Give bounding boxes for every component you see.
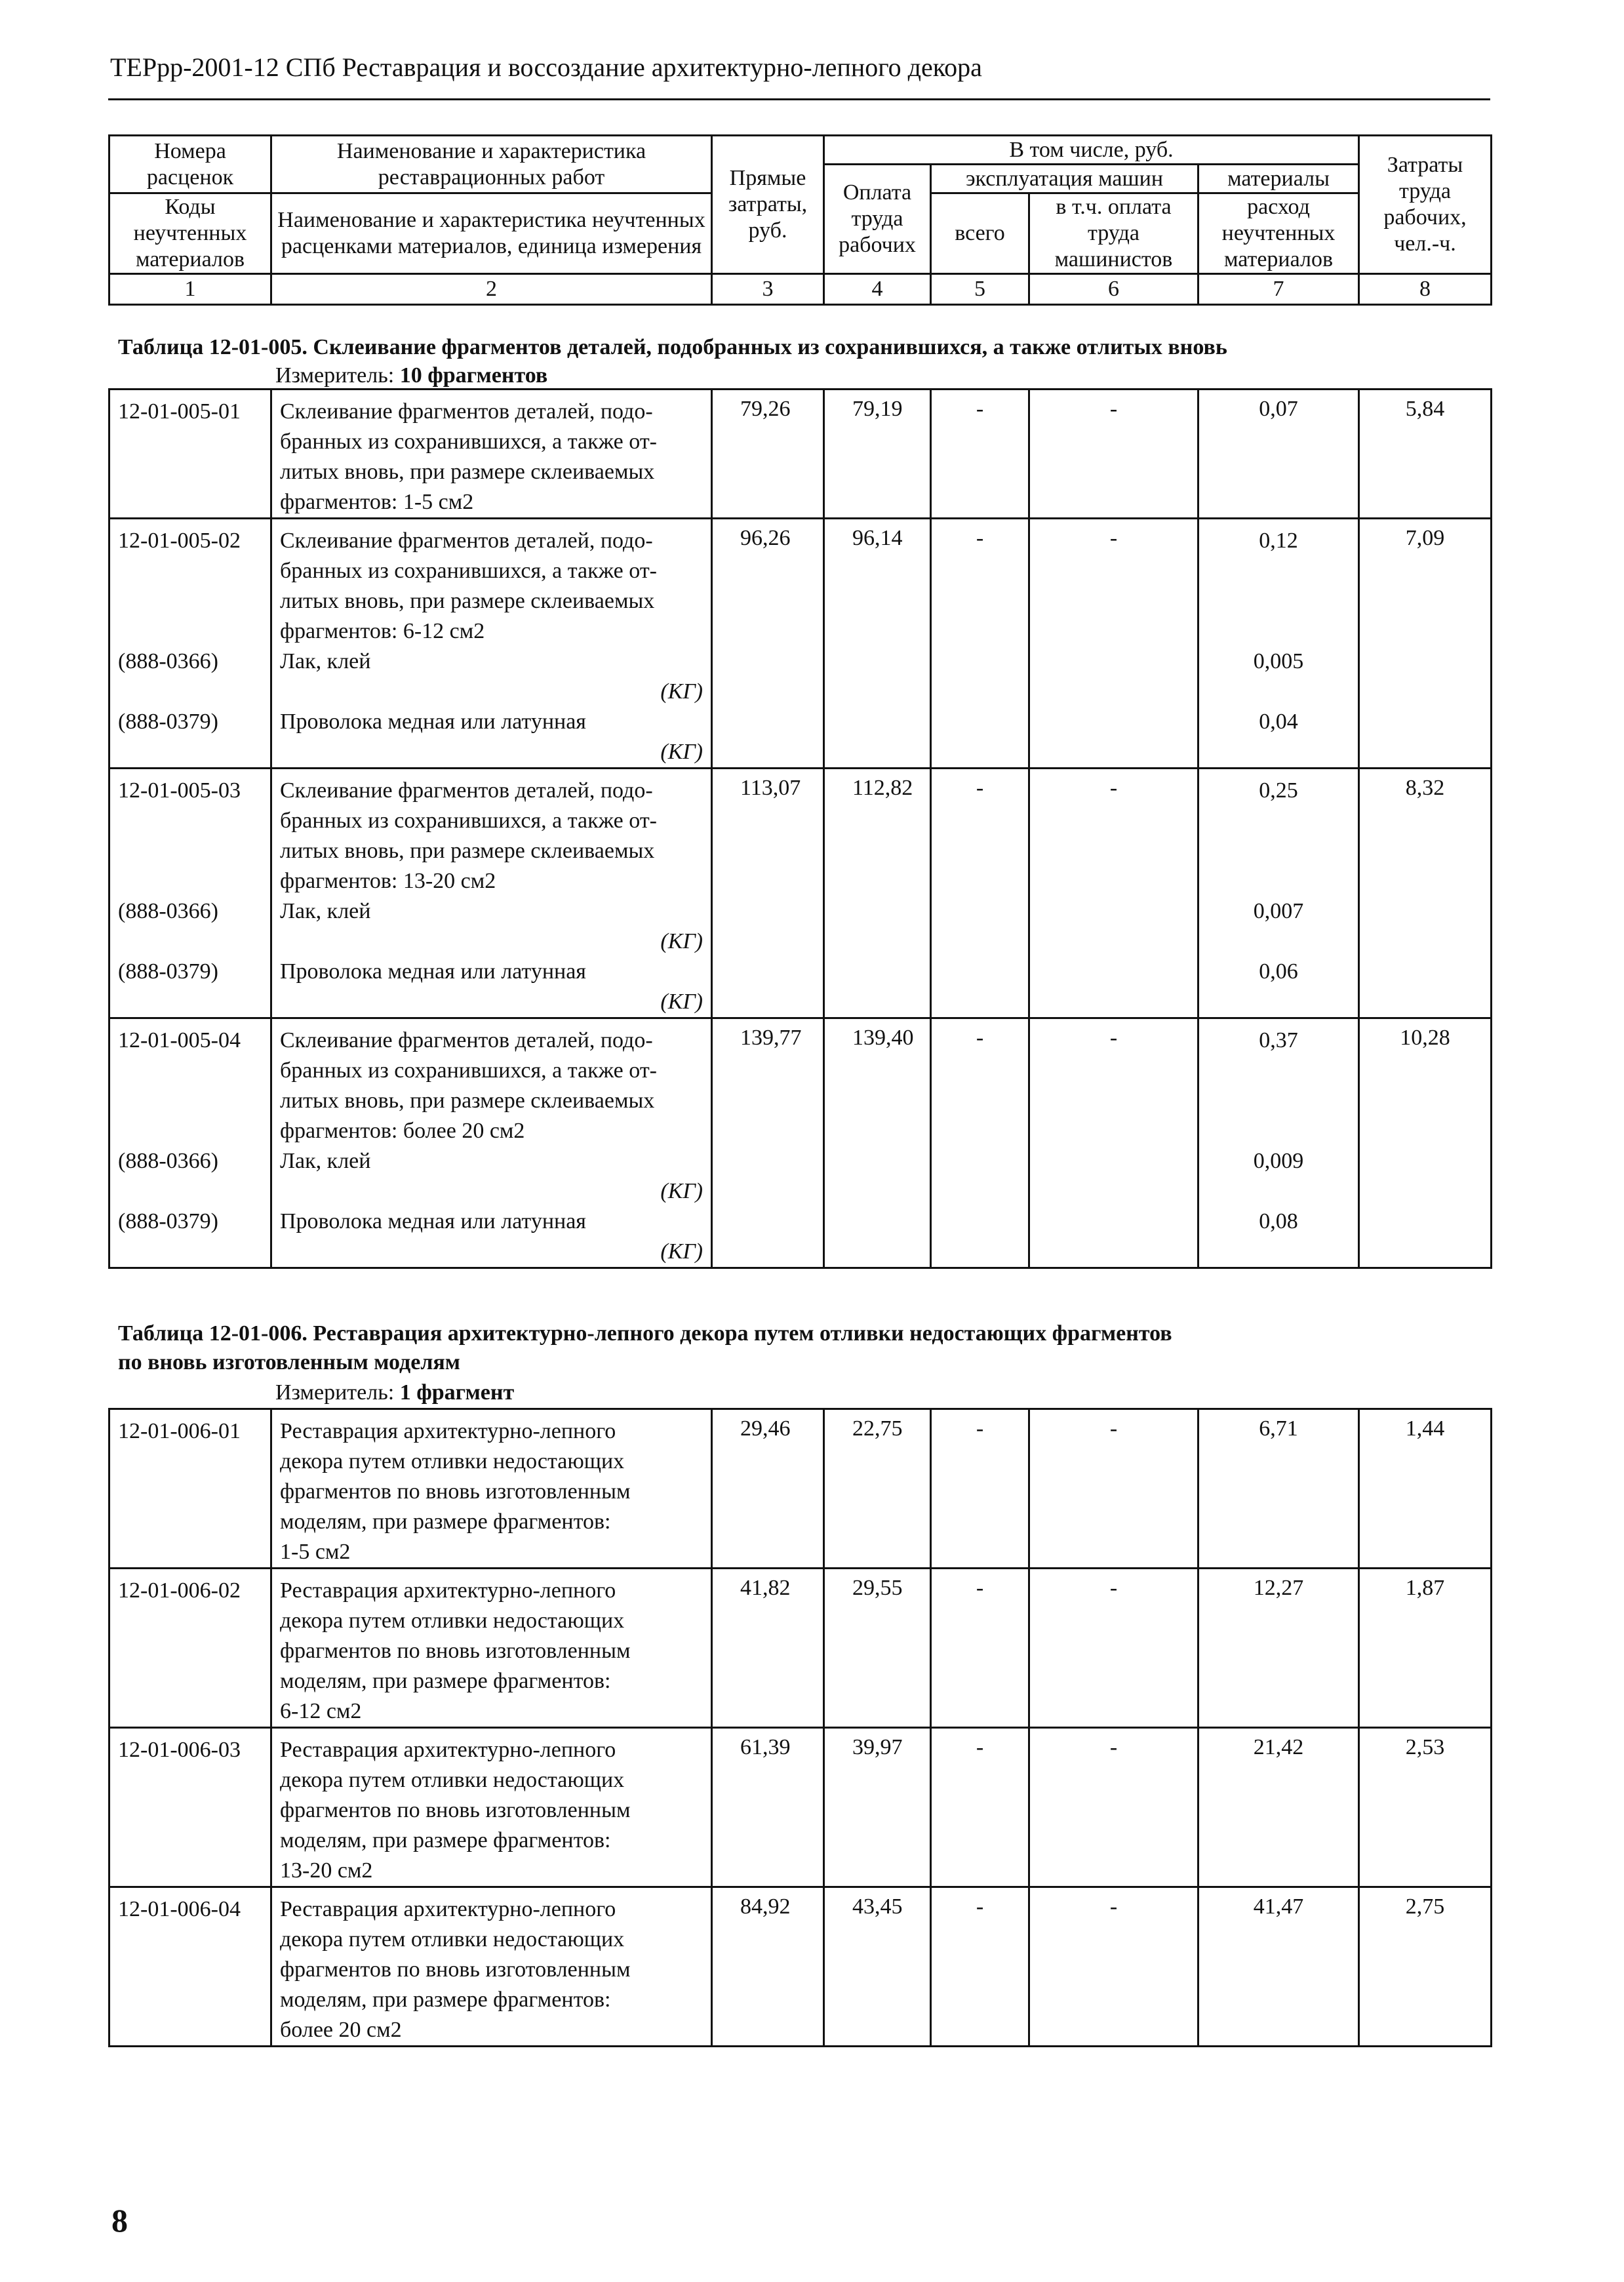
table2-title-line1: Таблица 12-01-006. Реставрация архитектурно-лепного декора путем отливки недостающих фрагментов: [118, 1321, 1172, 1346]
row-code: [109, 769, 271, 1018]
description-line: фрагментов: более 20 см2: [280, 1119, 525, 1143]
description-line: Реставрация архитектурно-лепного: [280, 1897, 616, 1921]
material-qty: 0,04: [1259, 710, 1298, 734]
description-line: бранных из сохранившихся, а также от-: [280, 809, 657, 833]
labor-hours: 5,84: [1359, 390, 1492, 519]
column-number: 8: [1359, 274, 1492, 305]
table2-measure: [275, 1378, 514, 1407]
code-text: 12-01-005-02: [118, 529, 241, 553]
table-row: [109, 519, 1492, 769]
material-code: (888-0379): [118, 959, 218, 984]
description-line: декора путем отливки недостающих: [280, 1768, 625, 1792]
description-line: бранных из сохранившихся, а также от-: [280, 430, 657, 454]
table-row: [109, 1569, 1492, 1728]
material-unit: (КГ): [660, 740, 703, 764]
machines-total: -: [931, 769, 1029, 1018]
row-code: [109, 1887, 271, 2047]
machinists-labor: -: [1029, 769, 1198, 1018]
machinists-labor: -: [1029, 1409, 1198, 1569]
description-line: декора путем отливки недостающих: [280, 1449, 625, 1473]
description-line: 13-20 см2: [280, 1858, 373, 1883]
material-name: Проволока медная или латунная: [280, 710, 586, 734]
description-line: литых вновь, при размере склеиваемых: [280, 839, 655, 863]
row-code: [109, 390, 271, 519]
description-line: фрагментов по вновь изготовленным: [280, 1479, 631, 1504]
description-line: декора путем отливки недостающих: [280, 1927, 625, 1952]
col2-header-top: Наименование и характеристика реставрационных работ: [271, 136, 712, 193]
description-line: фрагментов: 13-20 см2: [280, 869, 496, 893]
col2-header-bottom: Наименование и характеристика неучтенных расценками материалов, единица измерения: [271, 193, 712, 274]
material-code: (888-0366): [118, 649, 218, 673]
description-line: фрагментов: 1-5 см2: [280, 490, 474, 514]
materials-cost: 0,25: [1259, 778, 1298, 803]
code-text: 12-01-006-04: [118, 1897, 241, 1921]
table1-measure: [275, 361, 547, 390]
description-line: бранных из сохранившихся, а также от-: [280, 559, 657, 583]
table-row: [109, 1409, 1492, 1569]
code-text: 12-01-005-03: [118, 778, 241, 803]
description-line: фрагментов: 6-12 см2: [280, 619, 485, 643]
machinists-labor: -: [1029, 1018, 1198, 1268]
page-header-title: ТЕРрр-2001-12 СПб Реставрация и воссоздание архитектурно-лепного декора: [110, 52, 982, 82]
material-qty: 0,08: [1259, 1209, 1298, 1233]
description-line: 1-5 см2: [280, 1540, 351, 1564]
column-header-table: [108, 134, 1492, 306]
code-text: 12-01-005-01: [118, 399, 241, 424]
description-line: литых вновь, при размере склеиваемых: [280, 460, 655, 484]
direct-cost: 113,07: [712, 769, 824, 1018]
description-line: Реставрация архитектурно-лепного: [280, 1738, 616, 1762]
machinists-labor: -: [1029, 519, 1198, 769]
machinists-labor: -: [1029, 1728, 1198, 1887]
direct-cost: 29,46: [712, 1409, 824, 1569]
description-line: бранных из сохранившихся, а также от-: [280, 1058, 657, 1083]
description-line: Склеивание фрагментов деталей, подо-: [280, 399, 653, 424]
direct-cost: 84,92: [712, 1887, 824, 2047]
materials-cost: 0,37: [1259, 1028, 1298, 1052]
measure-value: 1 фрагмент: [399, 1380, 515, 1405]
column-number: 7: [1198, 274, 1359, 305]
code-text: 12-01-005-04: [118, 1028, 241, 1052]
direct-cost: 41,82: [712, 1569, 824, 1728]
labor-hours: 2,53: [1359, 1728, 1492, 1887]
column-number: 2: [271, 274, 712, 305]
material-name: Лак, клей: [280, 899, 371, 923]
labor-cost: 79,19: [824, 390, 931, 519]
row-description: [271, 519, 712, 769]
direct-cost: 96,26: [712, 519, 824, 769]
table2: [108, 1408, 1492, 2047]
col4-header: Оплата труда рабочих: [824, 165, 931, 274]
description-line: фрагментов по вновь изготовленным: [280, 1957, 631, 1982]
code-text: 12-01-006-01: [118, 1419, 241, 1443]
description-line: моделям, при размере фрагментов:: [280, 1510, 611, 1534]
materials-cost: 6,71: [1198, 1409, 1359, 1569]
material-qty: 0,009: [1253, 1149, 1304, 1173]
description-line: Склеивание фрагментов деталей, подо-: [280, 529, 653, 553]
description-line: Склеивание фрагментов деталей, подо-: [280, 1028, 653, 1052]
materials-header: материалы: [1198, 165, 1359, 193]
labor-hours: 10,28: [1359, 1018, 1492, 1268]
table-row: [109, 1887, 1492, 2047]
col7-header: расход неучтенных материалов: [1198, 193, 1359, 274]
description-line: моделям, при размере фрагментов:: [280, 1669, 611, 1693]
labor-cost: 96,14: [824, 519, 931, 769]
row-description: [271, 1018, 712, 1268]
labor-hours: 1,87: [1359, 1569, 1492, 1728]
machines-total: -: [931, 1728, 1029, 1887]
row-code: [109, 1409, 271, 1569]
description-line: моделям, при размере фрагментов:: [280, 1828, 611, 1852]
column-number: 6: [1029, 274, 1198, 305]
machines-total: -: [931, 1409, 1029, 1569]
description-line: Реставрация архитектурно-лепного: [280, 1419, 616, 1443]
row-description: [271, 390, 712, 519]
materials-cost: 0,12: [1259, 529, 1298, 553]
labor-cost: 43,45: [824, 1887, 931, 2047]
table1: [108, 388, 1492, 1269]
materials-cost: 12,27: [1198, 1569, 1359, 1728]
labor-cost: 39,97: [824, 1728, 931, 1887]
material-qty: 0,06: [1259, 959, 1298, 984]
material-code: (888-0379): [118, 1209, 218, 1233]
description-line: более 20 см2: [280, 2018, 402, 2042]
labor-cost: 29,55: [824, 1569, 931, 1728]
col8-header: Затраты труда рабочих, чел.-ч.: [1359, 136, 1492, 274]
code-text: 12-01-006-02: [118, 1578, 241, 1603]
table-row: [109, 769, 1492, 1018]
row-code: [109, 1569, 271, 1728]
page-number: 8: [111, 2202, 128, 2239]
col3-header: Прямые затраты, руб.: [712, 136, 824, 274]
labor-hours: 1,44: [1359, 1409, 1492, 1569]
row-code: [109, 519, 271, 769]
material-unit: (КГ): [660, 990, 703, 1014]
table2-title-line2: по вновь изготовленным моделям: [118, 1350, 460, 1374]
labor-hours: 8,32: [1359, 769, 1492, 1018]
description-line: 6-12 см2: [280, 1699, 362, 1723]
material-code: (888-0379): [118, 710, 218, 734]
table-row: [109, 390, 1492, 519]
description-line: Склеивание фрагментов деталей, подо-: [280, 778, 653, 803]
row-description: [271, 1569, 712, 1728]
measure-label: Измеритель:: [275, 1380, 395, 1405]
machines-total: -: [931, 519, 1029, 769]
header-rule: [108, 98, 1490, 100]
description-line: литых вновь, при размере склеиваемых: [280, 589, 655, 613]
materials-cost: 21,42: [1198, 1728, 1359, 1887]
material-unit: (КГ): [660, 929, 703, 953]
column-number: 5: [931, 274, 1029, 305]
measure-label: Измеритель:: [275, 363, 395, 388]
material-qty: 0,007: [1253, 899, 1304, 923]
labor-hours: 2,75: [1359, 1887, 1492, 2047]
row-description: [271, 1887, 712, 2047]
description-line: Реставрация архитектурно-лепного: [280, 1578, 616, 1603]
material-unit: (КГ): [660, 1239, 703, 1264]
col5-header: всего: [931, 193, 1029, 274]
row-description: [271, 1409, 712, 1569]
machinists-labor: -: [1029, 1569, 1198, 1728]
description-line: моделям, при размере фрагментов:: [280, 1988, 611, 2012]
measure-value: 10 фрагментов: [399, 363, 548, 388]
machines-total: -: [931, 1887, 1029, 2047]
labor-hours: 7,09: [1359, 519, 1492, 769]
row-description: [271, 769, 712, 1018]
direct-cost: 139,77: [712, 1018, 824, 1268]
col6-header: в т.ч. оплата труда машинистов: [1029, 193, 1198, 274]
col1-header-top: Номера расценок: [109, 136, 271, 193]
material-name: Лак, клей: [280, 1149, 371, 1173]
direct-cost: 61,39: [712, 1728, 824, 1887]
materials-cell: [1198, 769, 1359, 1018]
machines-total: -: [931, 1018, 1029, 1268]
material-code: (888-0366): [118, 899, 218, 923]
table1-title: Таблица 12-01-005. Склеивание фрагментов деталей, подобранных из сохранившихся, а также отлитых вновь: [118, 335, 1227, 359]
machinists-labor: -: [1029, 390, 1198, 519]
materials-cost: 0,07: [1198, 390, 1359, 519]
col1-header-bottom: Коды неучтенных материалов: [109, 193, 271, 274]
column-number: 1: [109, 274, 271, 305]
labor-cost: 139,40: [824, 1018, 931, 1268]
materials-cost: 41,47: [1198, 1887, 1359, 2047]
materials-cell: [1198, 1018, 1359, 1268]
description-line: фрагментов по вновь изготовленным: [280, 1798, 631, 1822]
machinists-labor: -: [1029, 1887, 1198, 2047]
machines-header: эксплуатация машин: [931, 165, 1198, 193]
material-qty: 0,005: [1253, 649, 1304, 673]
direct-cost: 79,26: [712, 390, 824, 519]
materials-cell: [1198, 519, 1359, 769]
description-line: декора путем отливки недостающих: [280, 1609, 625, 1633]
machines-total: -: [931, 1569, 1029, 1728]
description-line: литых вновь, при размере склеиваемых: [280, 1089, 655, 1113]
group-header: В том числе, руб.: [824, 136, 1359, 165]
labor-cost: 112,82: [824, 769, 931, 1018]
row-code: [109, 1728, 271, 1887]
machines-total: -: [931, 390, 1029, 519]
table-row: [109, 1728, 1492, 1887]
material-name: Лак, клей: [280, 649, 371, 673]
material-name: Проволока медная или латунная: [280, 959, 586, 984]
table-row: [109, 1018, 1492, 1268]
material-name: Проволока медная или латунная: [280, 1209, 586, 1233]
material-unit: (КГ): [660, 679, 703, 704]
material-code: (888-0366): [118, 1149, 218, 1173]
row-code: [109, 1018, 271, 1268]
labor-cost: 22,75: [824, 1409, 931, 1569]
column-number: 4: [824, 274, 931, 305]
code-text: 12-01-006-03: [118, 1738, 241, 1762]
material-unit: (КГ): [660, 1179, 703, 1203]
description-line: фрагментов по вновь изготовленным: [280, 1639, 631, 1663]
column-number: 3: [712, 274, 824, 305]
row-description: [271, 1728, 712, 1887]
